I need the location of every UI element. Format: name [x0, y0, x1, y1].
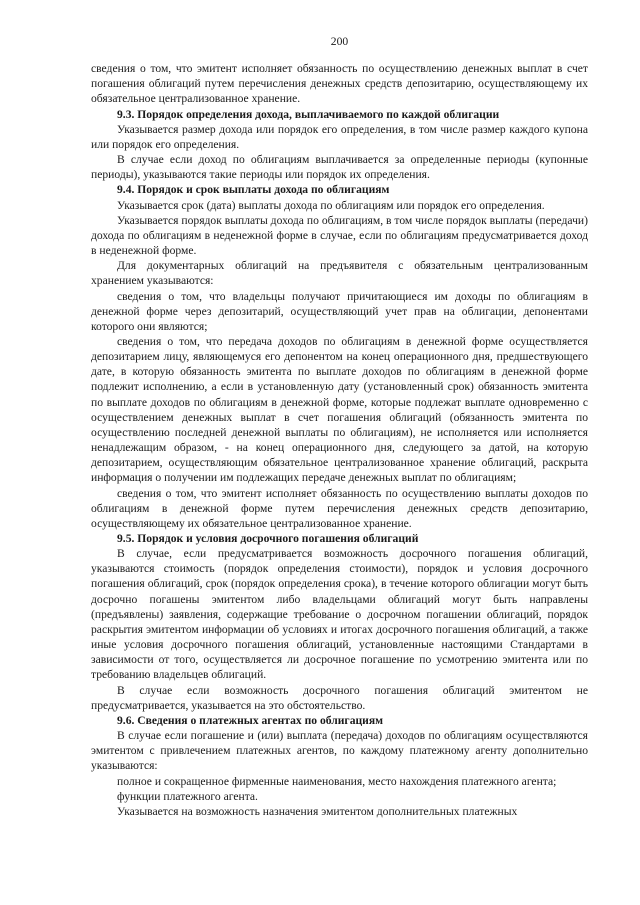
paragraph: В случае, если предусматривается возможность досрочного погашения облигаций, указываются стоимость (порядок определения стоимости), порядок и условия досрочного погашения облигаций, срок (порядок определения срока), в течение которого облигации могут быть досрочно погашены эмитентом либо владельцами облигаций могут быть направлены (предъявлены) заявления, содержащие требование о досрочном погашении облигаций, порядок раскрытия эмитентом информации об условиях и итогах досрочного погашения облигаций, а также иные условия досрочного погашения облигаций, установленные настоящими Стандартами в зависимости от того, осуществляется ли досрочное погашение по усмотрению эмитента или по требованию владельцев облигаций.	[91, 547, 588, 682]
paragraph: сведения о том, что эмитент исполняет обязанность по осуществлению денежных выплат в счет погашения облигаций путем перечисления денежных средств депозитарию, осуществляющему их обязательное централизованное хранение.	[91, 62, 588, 106]
section-heading-9-6: 9.6. Сведения о платежных агентах по облигациям	[117, 713, 384, 727]
paragraph: Указывается размер дохода или порядок его определения, в том числе размер каждого купона или порядок его определения.	[91, 122, 588, 151]
paragraph: Для документарных облигаций на предъявителя с обязательным централизованным хранением указываются:	[91, 259, 588, 288]
paragraph: сведения о том, что передача доходов по облигациям в денежной форме осуществляется депозитарием лицу, являющемуся его депонентом на конец операционного дня, предшествующего дате, в которую обязанность эмитента по выплате доходов по облигациям в денежной форме подлежит исполнению, а если в установленную дату (установленный срок) обязанность эмитента по выплате доходов по облигациям в денежной форме, которые подлежат выплате одновременно с осуществлением денежных выплат в счет погашения облигаций (обязанность эмитента по осуществлению последней денежной выплаты по облигациям), не исполняется или исполняется ненадлежащим образом, - на конец операционного дня, следующего за датой, на которую депозитарием, осуществляющим обязательное централизованное хранение облигаций, раскрыта информация о получении им подлежащих передаче денежных выплат по облигациям;	[91, 334, 588, 485]
paragraph: функции платежного агента.	[117, 789, 258, 803]
paragraph: В случае если погашение и (или) выплата (передача) доходов по облигациям осуществляются эмитентом с привлечением платежных агентов, по каждому платежному агенту дополнительно указываются:	[91, 729, 588, 773]
section-heading-9-4: 9.4. Порядок и срок выплаты дохода по облигациям	[117, 183, 390, 197]
paragraph: полное и сокращенное фирменные наименования, место нахождения платежного агента;	[117, 774, 557, 788]
paragraph: Указывается на возможность назначения эмитентом дополнительных платежных	[117, 804, 518, 818]
paragraph: В случае если доход по облигациям выплачивается за определенные периоды (купонные периоды), указываются такие периоды или порядок их определения.	[91, 153, 588, 182]
section-heading-9-3: 9.3. Порядок определения дохода, выплачиваемого по каждой облигации	[117, 107, 500, 121]
paragraph: В случае если возможность досрочного погашения облигаций эмитентом не предусматривается, указывается на это обстоятельство.	[91, 683, 588, 712]
page-number: 200	[330, 35, 349, 48]
paragraph: Указывается порядок выплаты дохода по облигациям, в том числе порядок выплаты (передачи) дохода по облигациям в неденежной форме в случае, если по облигациям предусматривается доход в неденежной форме.	[91, 213, 588, 258]
paragraph: сведения о том, что владельцы получают причитающиеся им доходы по облигациям в денежной форме через депозитарий, осуществляющий учет прав на облигации, депонентами которого они являются;	[91, 289, 588, 333]
document-page	[91, 34, 588, 819]
section-heading-9-5: 9.5. Порядок и условия досрочного погашения облигаций	[117, 532, 419, 545]
paragraph: Указывается срок (дата) выплаты дохода по облигациям или порядок его определения.	[117, 198, 545, 212]
paragraph: сведения о том, что эмитент исполняет обязанность по осуществлению выплаты доходов по облигациям в денежной форме путем перечисления денежных средств депозитарию, осуществляющему их обязательное централизованное хранение.	[91, 486, 588, 530]
